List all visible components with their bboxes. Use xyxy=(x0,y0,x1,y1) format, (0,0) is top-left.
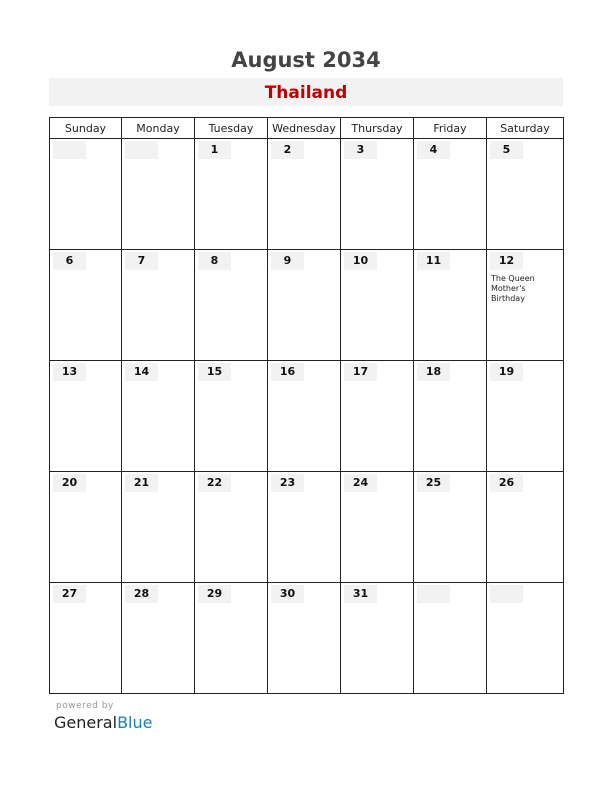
day-number: 5 xyxy=(490,141,523,159)
day-number: 12 xyxy=(490,252,523,270)
day-number: 25 xyxy=(417,474,450,492)
holiday-event: The Queen Mother's Birthday xyxy=(491,274,535,303)
day-cell xyxy=(487,139,564,250)
calendar-grid xyxy=(49,117,564,694)
day-number: 8 xyxy=(198,252,231,270)
day-cell xyxy=(268,583,341,694)
day-cell xyxy=(50,472,122,583)
day-cell xyxy=(50,583,122,694)
day-cell xyxy=(487,250,564,361)
day-cell xyxy=(122,139,195,250)
day-number: 4 xyxy=(417,141,450,159)
brand-logo[interactable] xyxy=(54,713,152,732)
day-number: 1 xyxy=(198,141,231,159)
day-number xyxy=(125,141,158,159)
country-bar xyxy=(49,78,563,106)
day-number: 2 xyxy=(271,141,304,159)
day-number: 28 xyxy=(125,585,158,603)
day-cell xyxy=(268,472,341,583)
day-cell xyxy=(487,472,564,583)
day-cell xyxy=(341,472,414,583)
week-row xyxy=(50,583,564,694)
weekday-header: Thursday xyxy=(341,118,414,139)
day-cell xyxy=(341,361,414,472)
day-cell xyxy=(341,250,414,361)
weekday-header: Tuesday xyxy=(195,118,268,139)
day-number: 7 xyxy=(125,252,158,270)
day-number: 26 xyxy=(490,474,523,492)
day-cell xyxy=(487,583,564,694)
brand-blue: Blue xyxy=(117,713,153,732)
day-cell xyxy=(122,361,195,472)
week-row xyxy=(50,472,564,583)
day-cell xyxy=(122,472,195,583)
powered-by-label: powered by xyxy=(56,701,114,711)
brand-general: General xyxy=(54,713,118,732)
country-name: Thailand xyxy=(264,83,348,103)
day-number: 20 xyxy=(53,474,86,492)
day-number: 19 xyxy=(490,363,523,381)
day-number: 16 xyxy=(271,363,304,381)
day-number: 24 xyxy=(344,474,377,492)
day-cell xyxy=(50,250,122,361)
day-cell xyxy=(122,250,195,361)
day-number: 6 xyxy=(53,252,86,270)
day-number: 11 xyxy=(417,252,450,270)
day-cell xyxy=(414,361,487,472)
day-cell xyxy=(341,139,414,250)
day-cell xyxy=(268,139,341,250)
day-number: 21 xyxy=(125,474,158,492)
week-row xyxy=(50,250,564,361)
day-cell xyxy=(195,250,268,361)
day-number: 17 xyxy=(344,363,377,381)
day-number: 27 xyxy=(53,585,86,603)
weekday-header: Saturday xyxy=(487,118,564,139)
day-number xyxy=(417,585,450,603)
weekday-header: Wednesday xyxy=(268,118,341,139)
day-cell xyxy=(414,583,487,694)
day-cell xyxy=(195,583,268,694)
day-number: 10 xyxy=(344,252,377,270)
day-number: 31 xyxy=(344,585,377,603)
weekday-header: Sunday xyxy=(50,118,122,139)
day-number: 23 xyxy=(271,474,304,492)
week-row xyxy=(50,139,564,250)
day-number xyxy=(53,141,86,159)
day-number: 9 xyxy=(271,252,304,270)
day-number: 13 xyxy=(53,363,86,381)
day-cell xyxy=(414,139,487,250)
weekday-header-row xyxy=(50,118,564,139)
day-cell xyxy=(195,472,268,583)
day-cell xyxy=(268,250,341,361)
day-cell xyxy=(487,361,564,472)
day-cell xyxy=(414,250,487,361)
day-cell xyxy=(341,583,414,694)
day-cell xyxy=(122,583,195,694)
week-row xyxy=(50,361,564,472)
weekday-header: Friday xyxy=(414,118,487,139)
day-number xyxy=(490,585,523,603)
weeks-body xyxy=(50,139,564,694)
day-cell xyxy=(195,139,268,250)
day-cell xyxy=(195,361,268,472)
day-number: 22 xyxy=(198,474,231,492)
day-cell xyxy=(50,139,122,250)
day-cell xyxy=(268,361,341,472)
weekday-header: Monday xyxy=(122,118,195,139)
day-number: 15 xyxy=(198,363,231,381)
day-number: 29 xyxy=(198,585,231,603)
calendar-title: August 2034 xyxy=(231,48,381,72)
day-number: 14 xyxy=(125,363,158,381)
day-number: 18 xyxy=(417,363,450,381)
day-cell xyxy=(50,361,122,472)
day-number: 30 xyxy=(271,585,304,603)
day-cell xyxy=(414,472,487,583)
day-number: 3 xyxy=(344,141,377,159)
